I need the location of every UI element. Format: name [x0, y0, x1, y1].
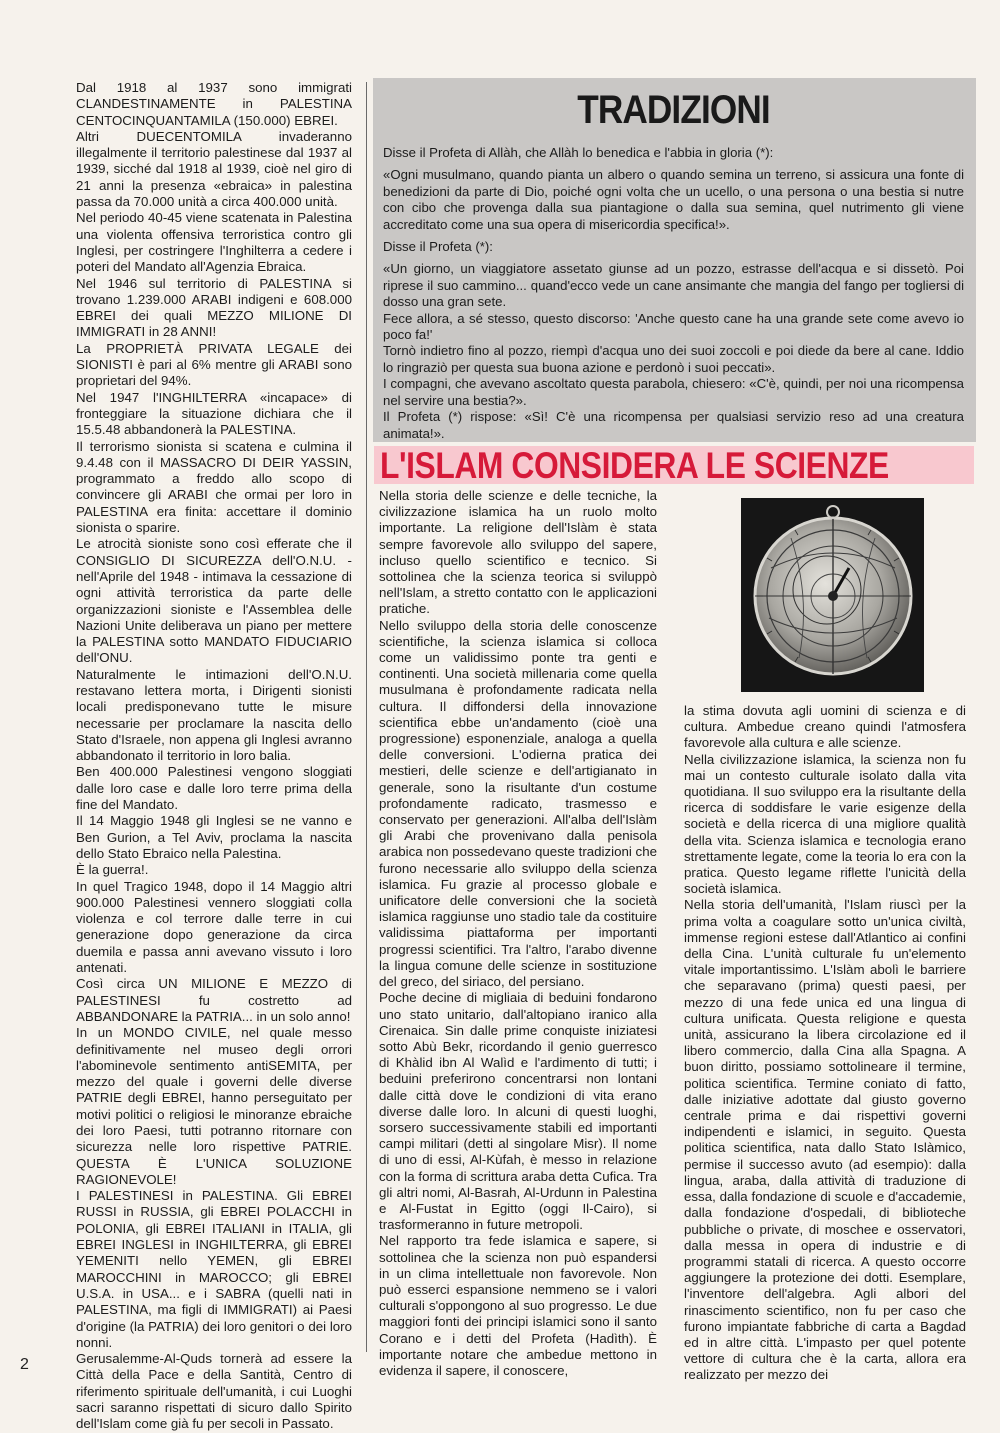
column-divider [366, 82, 367, 1352]
tradizioni-paragraph: Il Profeta (*) rispose: «Sì! C'è una ricompensa per qualsiasi servizio reso ad una creatura animata!». [383, 409, 964, 441]
astrolabe-icon [741, 498, 924, 692]
islam-article-title: L'ISLAM CONSIDERA LE SCIENZE [380, 446, 889, 484]
left-column [76, 80, 352, 1433]
left-paragraph: Naturalmente le intimazioni dell'O.N.U. restavano lettera morta, i Dirigenti sionisti locali predisponevano tutte le misure necessarie per proclamare la nascita dello Stato d'Israele, non appena gli Inglesi avranno abbandonato il territorio in loro balia. [76, 666, 352, 764]
tradizioni-title: TRADIZIONI [577, 88, 770, 132]
article-column-right [684, 703, 966, 1384]
article-paragraph: Nel rapporto tra fede islamica e sapere, si sottolinea che la scienza non può espandersi in un clima intellettuale non favorevole. Non può esserci espansione nemmeno se i valori culturali s'oppongono al suo progresso. Le due maggiori fonti dei principi islamici sono il santo Corano e i detti del Profeta (Hadìth). È importante notare che ambedue mettono in evidenza il sapere, il conoscere, [379, 1233, 657, 1378]
left-paragraph: Così circa UN MILIONE E MEZZO di PALESTINESI fu costretto ad ABBANDONARE la PATRIA... in un solo anno! [76, 976, 352, 1024]
left-paragraph: Le atrocità sioniste sono così efferate che il CONSIGLIO DI SICUREZZA dell'O.N.U. - nell'Aprile del 1948 - intimava la cessazione di ogni attività terroristica da parte delle organizzazioni sioniste e l'Assemblea delle Nazioni Unite deliberava un piano per mettere la PALESTINA sotto MANDATO FIDUCIARIO dell'ONU. [76, 536, 352, 666]
left-paragraph: Nel 1947 l'INGHILTERRA «incapace» di fronteggiare la situazione dichiara che il 15.5.48 abbandonerà la PALESTINA. [76, 389, 352, 438]
left-paragraph: Il terrorismo sionista si scatena e culmina il 9.4.48 con il MASSACRO DI DEIR YASSIN, programmato a freddo allo scopo di convincere gli ARABI che ormai per loro in PALESTINA era finita: accettare il dominio sionista o sparire. [76, 438, 352, 536]
left-paragraph: È la guerra!. [76, 862, 149, 878]
left-paragraph: Gerusalemme-Al-Quds tornerà ad essere la Città della Pace e della Santità, Centro di riferimento spirituale dell'umanità, i cui Luoghi sacri saranno rispettati di sicuro dallo Spirito dell'Islam come già fu per secoli in Passato. [76, 1351, 352, 1432]
tradizioni-intro: Disse il Profeta (*): [383, 239, 493, 255]
left-paragraph: In un MONDO CIVILE, nel quale messo definitivamente nel museo degli orrori l'abominevole sentimento antiSEMITA, per mezzo del quale i governi delle diverse PATRIE degli EBREI, hanno perseguitato per motivi politici o religiosi le minoranze ebraiche dei loro Paesi, tutti potranno ritornare con sicurezza nelle loro rispettive PATRIE. QUESTA È L'UNICA SOLUZIONE RAGIONEVOLE! [76, 1025, 352, 1187]
left-paragraph: I PALESTINESI in PALESTINA. Gli EBREI RUSSI in RUSSIA, gli EBREI POLACCHI in POLONIA, gli EBREI ITALIANI in ITALIA, gli EBREI INGLESI in INGHILTERRA, gli EBREI YEMENITI nello YEMEN, gli EBREI MAROCCHINI in MAROCCO; gli EBREI U.S.A. in USA... e i SABRA (quelli nati in PALESTINA, ma figli di IMMIGRATI) ai Paesi d'origine (la PATRIA) dei loro genitori o dei loro nonni. [76, 1188, 352, 1350]
article-paragraph: Nella storia delle scienze e delle tecniche, la civilizzazione islamica ha un ruolo molto importante. La religione dell'Islàm è stata sempre favorevole allo sviluppo del sapere, incluso quello scientifico e tecnico. Si sottolinea che la scienza teorica si sviluppò nell'Islam, a stretto contatto con le applicazioni pratiche. [379, 488, 657, 617]
article-paragraph: Poche decine di migliaia di beduini fondarono uno stato unitario, dall'altopiano iranico alla Cirenaica. Sin dalle prime conquiste iniziatesi sotto Abù Bekr, ricordando il genio guerresco di Khàlid ibn Al Walìd e l'ardimento di tutti; i beduini preferirono concentrarsi non lontani dalle città dove le condizioni di vita erano diverse dalle loro. In alcuni di questi luoghi, sorsero successivamente stabili ed importanti campi militari (detti al singolare Misr). Il nome di uno di essi, Al-Kùfah, è messo in relazione con la forma di scrittura araba detta Cufica. Tra gli altri nomi, Al-Basrah, Al-Urdunn in Palestina e Al-Fustat in Egitto (oggi Il-Cairo), si trasformeranno in future metropoli. [379, 990, 657, 1233]
tradizioni-intro: Disse il Profeta di Allàh, che Allàh lo benedica e l'abbia in gloria (*): [383, 145, 774, 160]
left-paragraph: Il 14 Maggio 1948 gli Inglesi se ne vanno e Ben Gurion, a Tel Aviv, proclama la nascita dello Stato Ebraico nella Palestina. [76, 813, 352, 861]
article-paragraph: la stima dovuta agli uomini di scienza e di cultura. Ambedue creano quindi l'atmosfera favorevole alla cultura e alle scienze. [684, 703, 966, 751]
left-paragraph: Altri DUECENTOMILA invaderanno illegalmente il territorio palestinese dal 1937 al 1939, sicché dal 1918 al 1939, cioè nel giro di 21 anni la presenza «ebraica» in palestina passa da 70.000 unità a circa 400.000 unità. [76, 128, 352, 210]
islam-article-banner [374, 446, 974, 484]
tradizioni-box [373, 78, 976, 442]
left-paragraph: Nel 1946 sul territorio di PALESTINA si trovano 1.239.000 ARABI indigeni e 608.000 EBREI dei quali MEZZO MILIONE DI IMMIGRATI in 28 ANNI! [76, 275, 352, 340]
article-paragraph: Nello sviluppo della storia delle conoscenze scientifiche, la scienza islamica si colloca come un validissimo ponte tra genti e continenti. Una società millenaria come quella musulmana è profondamente radicata nella cultura. Il diffondersi della innovazione scientifica ebbe un'andamento (cioè una progressione) esponenziale, analoga a quella delle conversioni. L'odierna pratica dei mestieri, delle scienze e dell'artigianato in generale, sono la risultante d'un costume profondamente radicato, trasmesso e conservato per generazioni. All'alba dell'Islàm gli Arabi che provenivano dalla penisola arabica non possedevano queste tradizioni che furono necessarie allo sviluppo della scienza islamica. Fu grazie al processo globale e unificatore delle conversioni che la società islamica raggiunse uno stadio tale da costituire validissima piattaforma per importanti progressi scientifici. Tra l'altro, l'arabo divenne la lingua comune delle scienze in sostituzione del greco, del siriaco, del persiano. [379, 617, 657, 990]
tradizioni-paragraph: Fece allora, a sé stesso, questo discorso: 'Anche questo cane ha una grande sete come avevo io poco fa!' [383, 310, 964, 343]
left-paragraph: Nel periodo 40-45 viene scatenata in Palestina una violenta offensiva terroristica contro gli Inglesi, per costringere l'Inghilterra a cedere i poteri del Mandato all'Agenzia Ebraica. [76, 210, 352, 275]
tradizioni-quote: «Ogni musulmano, quando pianta un albero o quando semina un terreno, si assicura una fonte di benedizioni da parte di Dio, poiché ogni volta che un ucello, o una persona o una bestia si nutre con cibo che provenga dalla sua piantagione o dalla sua semina, quel nutrimento gli viene accreditato come una sua opera di misericordia specifica!». [383, 167, 964, 232]
tradizioni-paragraph: I compagni, che avevano ascoltato questa parabola, chiesero: «C'è, quindi, per noi una ricompensa nel servire una bestia?». [383, 376, 964, 408]
tradizioni-paragraph: «Un giorno, un viaggiatore assetato giunse ad un pozzo, estrasse dell'acqua e si dissetò. Poi riprese il suo cammino... quand'ecco vede un cane ansimante che mangia del fango per togliersi di dosso una gran sete. [383, 261, 964, 310]
article-paragraph: Nella storia dell'umanità, l'Islam riuscì per la prima volta a coagulare sotto un'unica civiltà, immense regioni estese dall'Atlantico ai confini della Cina. L'unità culturale fu un'elemento vitale importantissimo. L'Islàm abolì le barriere che separavano (prima) questi paesi, per mezzo di una fede unica ed una lingua di cultura unificata. Questa religione e questa unità, assicurano la libera circolazione ed il libero commercio, dalla Cina alla Spagna. A buon diritto, possiamo sottolineare il termine, politica scientifica. Termine coniato di fatto, dalle iniziative adottate dal giusto governo centrale prima e dai rispettivi governi indipendenti e islamici, in seguito. Questa politica scientifica, nata dallo Stato Islàmico, permise il successo avuto (ad esempio): dalla lingua, araba, dalla attività di traduzione di essa, dalla fondazione di scuole e d'accademie, dalla fondazione d'ospedali, di biblioteche pubbliche o private, di moschee e osservatori, dalla messa in opera di industrie e di programmi statali di ricerca. A questo occorre aggiungere la protezione dei dotti. Esemplare, l'inventore dell'algebra. Agli albori del rinascimento scientifico, non fu per caso che furono impiantate fabbriche di carta a Bagdad ed in altre città. L'impasto per quel potente vettore di cultura che è la carta, allora era realizzato per mezzo dei [684, 897, 966, 1383]
astrolabe-photo [741, 498, 924, 692]
tradizioni-paragraph: Tornò indietro fino al pozzo, riempì d'acqua uno dei suoi zoccoli e poi diede da bere al cane. Iddio lo ringraziò per questa sua buona azione e perdonò i suoi peccati». [383, 343, 964, 375]
page-number: 2 [20, 1356, 29, 1373]
article-paragraph: Nella civilizzazione islamica, la scienza non fu mai un contesto culturale isolato dalla vita quotidiana. Il suo sviluppo era la risultante della ricerca di soddisfare le varie esigenze della società e della ricerca di una migliore qualità della vita. Scienza islamica e tecnologia erano strettamente legate, come la teoria lo era con la pratica. Questo legame riflette l'unicità della società islamica. [684, 751, 966, 897]
left-paragraph: Dal 1918 al 1937 sono immigrati CLANDESTINAMENTE in PALESTINA CENTOCINQUANTAMILA (150.000) EBREI. [76, 80, 352, 128]
article-column-left [379, 488, 657, 1379]
left-paragraph: La PROPRIETÀ PRIVATA LEGALE dei SIONISTI è pari al 6% mentre gli ARABI sono proprietari del 94%. [76, 340, 352, 389]
left-paragraph: In quel Tragico 1948, dopo il 14 Maggio altri 900.000 Palestinesi vennero sloggiati colla violenza e col terrore dalle terre in cui generazione dopo generazione da circa duemila e passa anni avevano vissuto i loro antenati. [76, 878, 352, 976]
left-paragraph: Ben 400.000 Palestinesi vengono sloggiati dalle loro case e dalle loro terre prima della fine del Mandato. [76, 764, 352, 813]
